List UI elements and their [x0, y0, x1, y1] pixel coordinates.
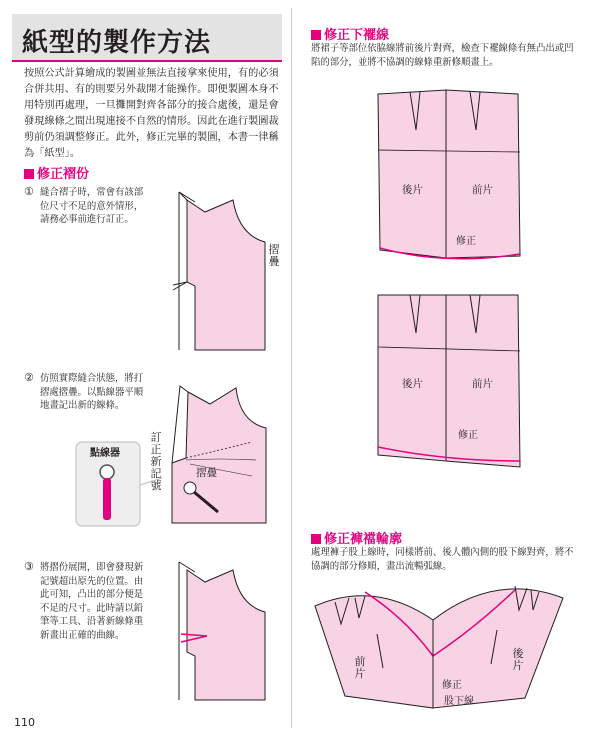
square-icon: [311, 30, 321, 40]
skirt-diagram-2: [370, 285, 530, 480]
step-3-text: 將摺份展開，即會發現新記號超出原先的位置。由此可知，凸出的部分便是不足的尺寸。此時請以鉛筆等工具、沿著新線條重新畫出正確的曲線。: [40, 562, 144, 641]
section-dart-heading: 修正褶份: [24, 163, 89, 182]
crotch-diagram: [305, 578, 575, 718]
front-label-3: 前片: [354, 655, 366, 680]
crotch-paragraph: 處理褲子股上線時，同樣將前、後人體內側的股下線對齊，將不協調的部分修順，畫出流暢弧線。: [311, 547, 574, 572]
inseam-label: 股下線: [444, 696, 474, 707]
back-label-2: 後片: [402, 378, 423, 390]
fix-label-3: 修正: [442, 680, 462, 691]
step-1-text: 縫合褶子時，常會有該部位尺寸不足的意外情形，請務必事前進行訂正。: [40, 187, 144, 225]
square-icon: [311, 534, 321, 544]
step-2-text: 仿照實際縫合狀態，將打摺處摺疊。以點線器平順地畫記出新的線條。: [40, 373, 144, 411]
front-label-1: 前片: [472, 184, 493, 196]
intro-paragraph: 按照公式計算繪成的製圖並無法直接拿來使用，有的必須合併共用、有的則要另外裁開才能操作。即便製圖本身不用特別再處理，一旦攤開對齊各部分的接合處後，還是會發現線條之間出現連接不自然的情形。因此在進行製圖裁剪前仍須調整修正。此外，修正完畢的製圖，本書一律稱為「紙型」。: [24, 68, 279, 159]
fix-label-1: 修正: [456, 236, 476, 247]
new-mark-label: 訂正新記號: [150, 431, 162, 492]
square-icon: [24, 169, 34, 179]
section-crotch-heading: 修正褲襠輪廓: [311, 528, 402, 547]
back-label-1: 後片: [402, 184, 423, 196]
page-title: 紙型的製作方法: [22, 28, 212, 58]
fold-label-2: 摺疊: [196, 467, 217, 479]
step-2-number: ②: [24, 371, 34, 384]
back-label-3: 後片: [512, 647, 524, 672]
section-hem-heading: 修正下襬線: [311, 24, 389, 43]
tool-name: 點線器: [90, 448, 120, 459]
hem-paragraph: 將裙子等部位依脇線將前後片對齊，檢查下襬線條有無凸出或凹陷的部分，並將不協調的線條重新修順畫上。: [311, 43, 574, 68]
page-number: 110: [14, 716, 35, 729]
bodice-diagram-3: [165, 560, 275, 710]
step-3-number: ③: [24, 560, 34, 573]
column-divider: [291, 8, 292, 728]
skirt-diagram-1: [370, 80, 530, 270]
bodice-diagram-1: [165, 190, 275, 360]
fold-label-1: 摺疊: [268, 243, 280, 268]
front-label-2: 前片: [472, 378, 493, 390]
fix-label-2: 修正: [458, 430, 478, 441]
bodice-diagram-2: [160, 378, 280, 528]
step-1-number: ①: [24, 185, 34, 198]
